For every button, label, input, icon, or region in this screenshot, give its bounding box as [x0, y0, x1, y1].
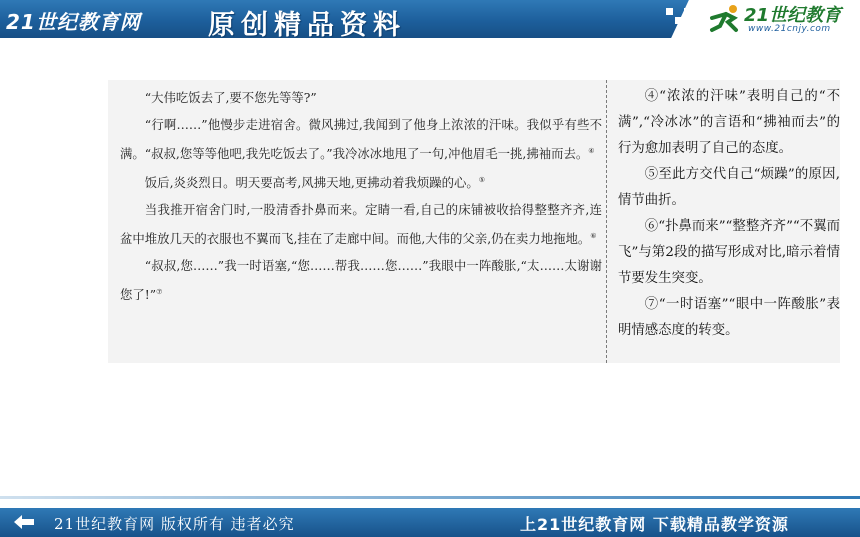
passage-column	[120, 84, 602, 309]
passage-paragraph: “行啊……”他慢步走进宿舍。微风拂过,我闻到了他身上浓浓的汗味。我似乎有些不满。“叔叔,您等等他吧,我先吃饭去了。”我冷冰冰地甩了一句,冲他眉毛一挑,拂袖而去。④	[120, 117, 602, 162]
note-mark: ⑤	[478, 176, 486, 185]
runner-logo-icon	[708, 4, 744, 34]
annotation-note: ⑦“一时语塞”“眼中一阵酸胀”表明情感态度的转变。	[618, 297, 840, 338]
footer-separator	[0, 496, 860, 499]
passage-paragraph: 当我推开宿舍门时,一股清香扑鼻而来。定睛一看,自己的床铺被收拾得整整齐齐,连盆中堆放几天的衣服也不翼而飞,挂在了走廊中间。而他,大伟的父亲,仍在卖力地拖地。⑥	[120, 202, 602, 247]
note-mark: ⑥	[590, 232, 597, 241]
notes-column	[618, 84, 840, 344]
annotation-note: ④“浓浓的汗味”表明自己的“不满”,“冷冰冰”的言语和“拂袖而去”的行为愈加表明了自己的态度。	[618, 89, 840, 156]
back-arrow-icon[interactable]	[14, 514, 34, 530]
footer-banner	[0, 508, 860, 537]
footer-copyright: 21世纪教育网 版权所有 违者必究	[54, 515, 295, 533]
column-divider	[606, 80, 607, 363]
annotation-note: ⑥“扑鼻而来”“整整齐齐”“不翼而飞”与第2段的描写形成对比,暗示着情节要发生突变。	[618, 219, 840, 286]
note-mark: ④	[588, 147, 595, 155]
content-panel	[108, 80, 840, 363]
footer-download: 上21世纪教育网 下载精品教学资源	[520, 515, 789, 534]
passage-paragraph: 饭后,炎炎烈日。明天要高考,风拂天地,更拂动着我烦躁的心。⑤	[144, 175, 486, 191]
passage-paragraph: “叔叔,您……”我一时语塞,“您……帮我……您……”我眼中一阵酸胀,“太……太谢谢您了!”⑦	[120, 258, 602, 303]
site-name: 21世纪教育网	[6, 10, 141, 34]
passage-paragraph: “大伟吃饭去了,要不您先等等?”	[144, 90, 317, 105]
logo-text: 21世纪教育	[744, 5, 842, 26]
logo-url: www.21cnjy.com	[748, 24, 831, 34]
annotation-note: ⑤至此方交代自己“烦躁”的原因,情节曲折。	[618, 167, 840, 208]
header-slogan: 原创精品资料	[208, 10, 406, 38]
note-mark: ⑦	[156, 288, 163, 297]
